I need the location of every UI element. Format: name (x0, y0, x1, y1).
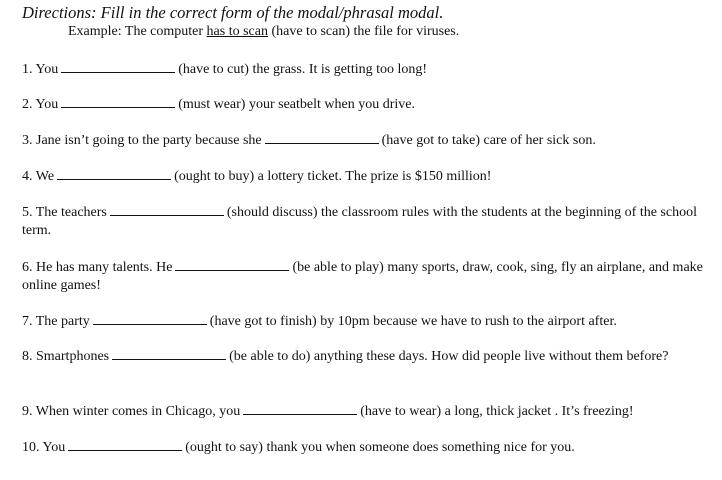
question-2 (22, 95, 714, 114)
question-5 (22, 203, 714, 240)
question-text-after: (be able to do) anything these days. How did people live without them before? (229, 349, 669, 364)
question-number: 8. (22, 349, 33, 364)
question-text-before: You (35, 97, 59, 112)
answer-blank[interactable] (110, 203, 224, 216)
question-4 (22, 167, 714, 186)
question-8 (22, 347, 714, 366)
question-number: 3. (22, 133, 33, 148)
example-after: (have to scan) the file for viruses. (271, 24, 460, 39)
example-before: Example: The computer (68, 24, 204, 39)
question-3 (22, 131, 714, 150)
answer-blank[interactable] (112, 347, 226, 360)
question-text-before: We (35, 169, 55, 184)
question-number: 1. (22, 62, 33, 77)
question-number: 6. (22, 260, 33, 275)
example-answer: has to scan (206, 24, 268, 39)
question-text-before: The party (35, 314, 90, 329)
answer-blank[interactable] (61, 60, 175, 73)
answer-blank[interactable] (175, 258, 289, 271)
answer-blank[interactable] (68, 438, 182, 451)
question-text-after: (must wear) your seatbelt when you drive. (178, 97, 415, 112)
question-9 (22, 402, 714, 421)
question-number: 4. (22, 169, 33, 184)
question-text-before: You (42, 440, 66, 455)
question-number: 2. (22, 97, 33, 112)
question-10 (22, 438, 714, 457)
answer-blank[interactable] (57, 167, 171, 180)
question-6 (22, 258, 714, 295)
question-number: 7. (22, 314, 33, 329)
question-number: 9. (22, 404, 33, 419)
question-7 (22, 312, 714, 331)
question-text-before: When winter comes in Chicago, you (35, 404, 241, 419)
question-text-before: You (35, 62, 59, 77)
answer-blank[interactable] (61, 95, 175, 108)
question-text-after: (have got to take) care of her sick son. (381, 133, 596, 148)
question-text-before: He has many talents. He (36, 260, 173, 275)
question-text-after: (ought to buy) a lottery ticket. The prize is $150 million! (174, 169, 492, 184)
question-number: 5. (22, 205, 33, 220)
answer-blank[interactable] (243, 402, 357, 415)
question-text-after: (be able to play) many sports, draw, cook, sing, fly an airplane, and make online games! (22, 260, 703, 293)
question-text-before: Smartphones (36, 349, 110, 364)
answer-blank[interactable] (265, 131, 379, 144)
answer-blank[interactable] (93, 312, 207, 325)
example-line (68, 24, 459, 40)
question-text-after: (ought to say) thank you when someone does something nice for you. (185, 440, 575, 455)
question-text-after: (have to cut) the grass. It is getting too long! (178, 62, 428, 77)
question-text-after: (have got to finish) by 10pm because we have to rush to the airport after. (209, 314, 617, 329)
question-1 (22, 60, 714, 79)
question-number: 10. (22, 440, 40, 455)
question-text-after: (have to wear) a long, thick jacket . It’s freezing! (360, 404, 634, 419)
directions-heading: Directions: Fill in the correct form of the modal/phrasal modal. (22, 3, 444, 22)
question-text-after: (should discuss) the classroom rules with the students at the beginning of the school term. (22, 205, 697, 238)
question-text-before: Jane isn’t going to the party because she (36, 133, 262, 148)
question-text-before: The teachers (35, 205, 107, 220)
